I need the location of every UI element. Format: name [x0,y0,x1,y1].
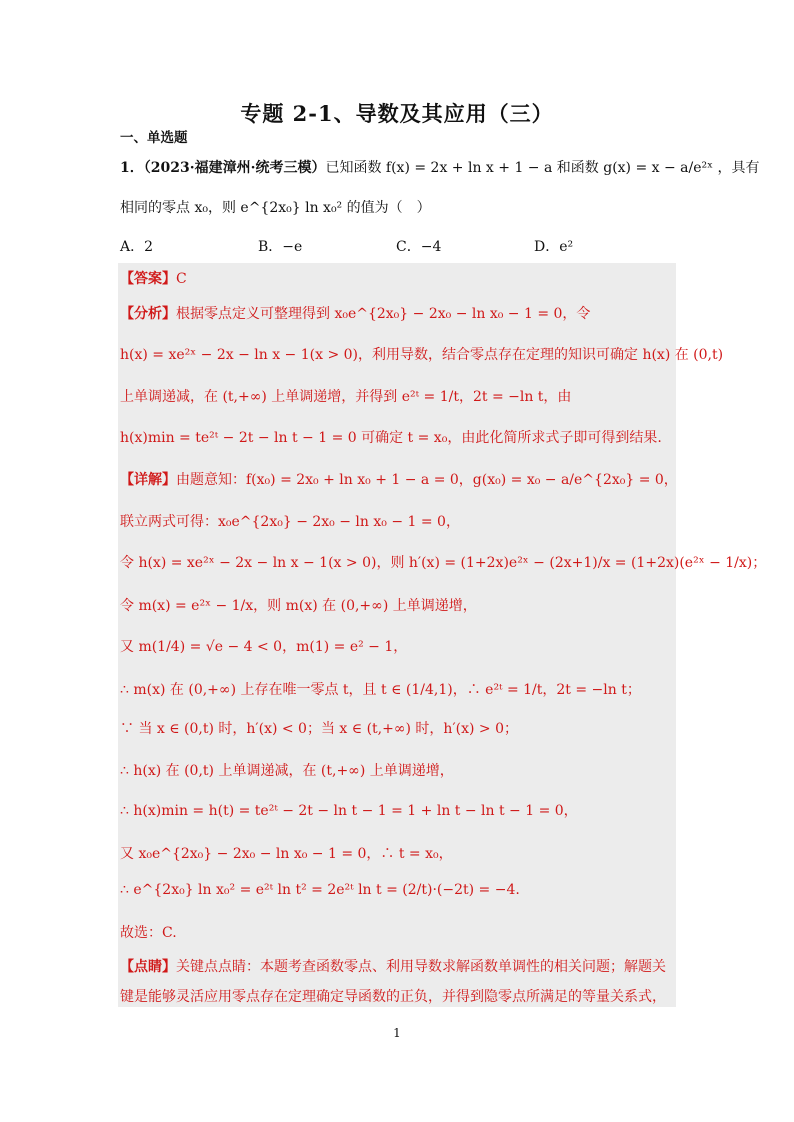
option-b-value: −e [282,239,303,255]
option-c [396,236,441,256]
question-line-2: 相同的零点 x₀，则 e^{2x₀} ln x₀² 的值为（ ） [120,200,431,216]
option-c-label: C． [396,239,421,255]
detail-line-4: 令 m(x) = e²ˣ − 1/x，则 m(x) 在 (0,+∞) 上单调递增， [120,598,477,614]
detail-line-8: ∴ h(x) 在 (0,t) 上单调递减，在 (t,+∞) 上单调递增， [120,763,454,779]
option-a [120,236,153,256]
detail-line-12: 故选：C. [120,925,177,941]
analysis-tag: 【分析】 [120,306,176,322]
option-a-label: A． [120,239,145,255]
point-tag: 【点睛】 [120,959,176,975]
section-heading: 一、单选题 [120,130,188,146]
analysis-line-4: h(x)min = te²ᵗ − 2t − ln t − 1 = 0 可确定 t = x₀，由此化简所求式子即可得到结果. [120,430,662,446]
page-title: 专题 2-1、导数及其应用（三） [240,101,554,126]
answer-tag: 【答案】 [120,271,176,287]
analysis-line-3: 上单调递减，在 (t,+∞) 上单调递增，并得到 e²ᵗ = 1/t，2t = −ln t，由 [120,389,572,405]
option-b [258,236,302,256]
answer-line [120,268,187,288]
option-d-value: e² [559,239,574,255]
detail-line-1 [120,469,678,489]
option-b-label: B． [258,239,283,255]
detail-line-9: ∴ h(x)min = h(t) = te²ᵗ − 2t − ln t − 1 = 1 + ln t − ln t − 1 = 0， [120,803,578,819]
detail-line-3: 令 h(x) = xe²ˣ − 2x − ln x − 1(x > 0)，则 h′(x) = (1+2x)e²ˣ − (2x+1)/x = (1+2x)(e²ˣ − 1/x)； [120,555,767,571]
question-number: 1． [120,160,144,176]
detail-line-10: 又 x₀e^{2x₀} − 2x₀ − ln x₀ − 1 = 0，∴ t = x₀， [120,846,453,862]
detail-line-2: 联立两式可得：x₀e^{2x₀} − 2x₀ − ln x₀ − 1 = 0， [120,514,460,530]
point-line-1 [120,956,666,976]
option-d-label: D． [534,239,560,255]
detail-line-7: ∵ 当 x ∈ (0,t) 时，h′(x) < 0；当 x ∈ (t,+∞) 时，h′(x) > 0； [120,721,518,737]
analysis-line-2: h(x) = xe²ˣ − 2x − ln x − 1(x > 0)，利用导数，结合零点存在定理的知识可确定 h(x) 在 (0,t) [120,347,724,363]
point-text-1: 关键点点睛：本题考查函数零点、利用导数求解函数单调性的相关问题；解题关 [176,959,666,975]
detail-text-1: 由题意知：f(x₀) = 2x₀ + ln x₀ + 1 − a = 0，g(x₀) = x₀ − a/e^{2x₀} = 0， [176,472,678,488]
analysis-text-1: 根据零点定义可整理得到 x₀e^{2x₀} − 2x₀ − ln x₀ − 1 = 0，令 [176,306,591,322]
page-number: 1 [393,1026,401,1040]
option-a-value: 2 [144,239,154,255]
answer-value: C [176,271,187,287]
question-line-1 [120,157,760,177]
question-source: （2023·福建漳州·统考三模） [143,160,326,176]
question-text-1: 已知函数 f(x) = 2x + ln x + 1 − a 和函数 g(x) = x − a/e²ˣ ，具有 [325,160,760,176]
detail-line-11: ∴ e^{2x₀} ln x₀² = e²ᵗ ln t² = 2e²ᵗ ln t = (2/t)·(−2t) = −4. [120,882,520,898]
option-d [534,236,573,256]
option-c-value: −4 [420,239,442,255]
detail-tag: 【详解】 [120,472,176,488]
point-line-2: 键是能够灵活应用零点存在定理确定导函数的正负，并得到隐零点所满足的等量关系式， [120,989,666,1005]
detail-line-6: ∴ m(x) 在 (0,+∞) 上存在唯一零点 t，且 t ∈ (1/4,1)，∴ e²ᵗ = 1/t，2t = −ln t； [120,682,641,698]
analysis-line-1 [120,303,590,323]
detail-line-5: 又 m(1/4) = √e − 4 < 0，m(1) = e² − 1， [120,639,408,655]
